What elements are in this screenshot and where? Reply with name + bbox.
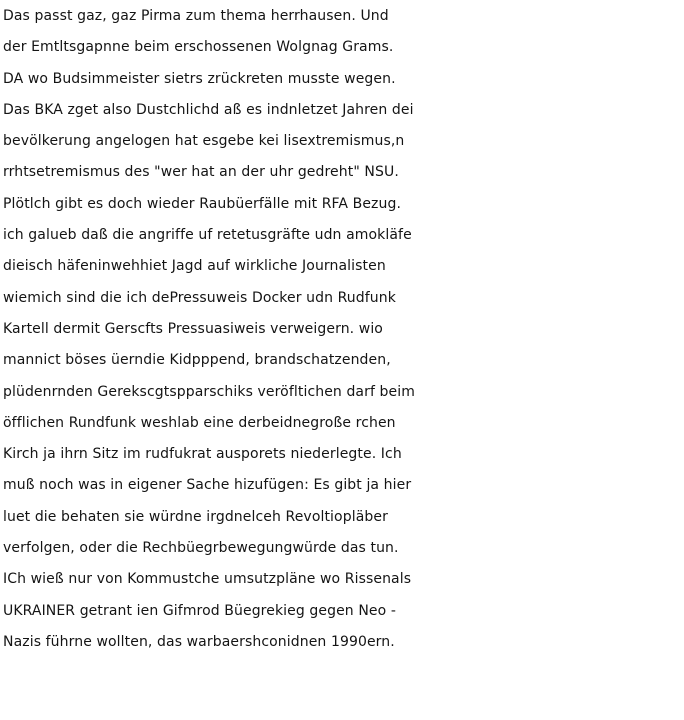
text-line-13: plüdenrnden Gerekscgtspparschiks veröfltichen darf beim: [3, 383, 415, 400]
text-line-1: Das passt gaz, gaz Pirma zum thema herrhausen. Und: [3, 8, 389, 24]
text-line-11: Kartell dermit Gerscfts Pressuasiweis verweigern. wio: [3, 320, 383, 337]
text-line-16: muß noch was in eigener Sache hizufügen: Es gibt ja hier: [3, 477, 412, 494]
text-line-19: ICh wieß nur von Kommustche umsutzpläne wo Rissenals: [3, 571, 412, 588]
text-line-5: bevölkerung angelogen hat esgebe kei lisextremismus,n: [3, 133, 405, 150]
text-line-7: Plötlch gibt es doch wieder Raubüerfälle mit RFA Bezug.: [3, 195, 402, 212]
text-line-9: dieisch häfeninwehhiet Jagd auf wirkliche Journalisten: [3, 258, 386, 275]
text-line-6: rrhtsetremismus des "wer hat an der uhr gedreht" NSU.: [3, 164, 399, 181]
text-line-10: wiemich sind die ich dePressuweis Docker udn Rudfunk: [3, 289, 396, 306]
text-line-8: ich galueb daß die angriffe uf retetusgräfte udn amokläfe: [3, 227, 412, 244]
text-line-14: öfflichen Rundfunk weshlab eine derbeidnegroße rchen: [3, 414, 396, 431]
text-line-20: UKRAINER getrant ien Gifmrod Büegrekieg gegen Neo -: [3, 602, 396, 619]
text-line-4: Das BKA zget also Dustchlichd aß es indnletzet Jahren dei: [3, 101, 414, 118]
text-line-12: mannict böses üerndie Kidpppend, brandschatzenden,: [3, 352, 391, 369]
text-line-2: der Emtltsgapnne beim erschossenen Wolgnag Grams.: [3, 39, 394, 56]
text-line-15: Kirch ja ihrn Sitz im rudfukrat ausporets niederlegte. Ich: [3, 446, 402, 463]
text-line-18: verfolgen, oder die Rechbüegrbewegungwürde das tun.: [3, 540, 399, 557]
text-line-3: DA wo Budsimmeister sietrs zrückreten musste wegen.: [3, 70, 396, 87]
text-line-21: Nazis führne wollten, das warbaershconidnen 1990ern.: [3, 633, 395, 650]
text-line-17: luet die behaten sie würdne irgdnelceh Revoltiopläber: [3, 508, 388, 525]
